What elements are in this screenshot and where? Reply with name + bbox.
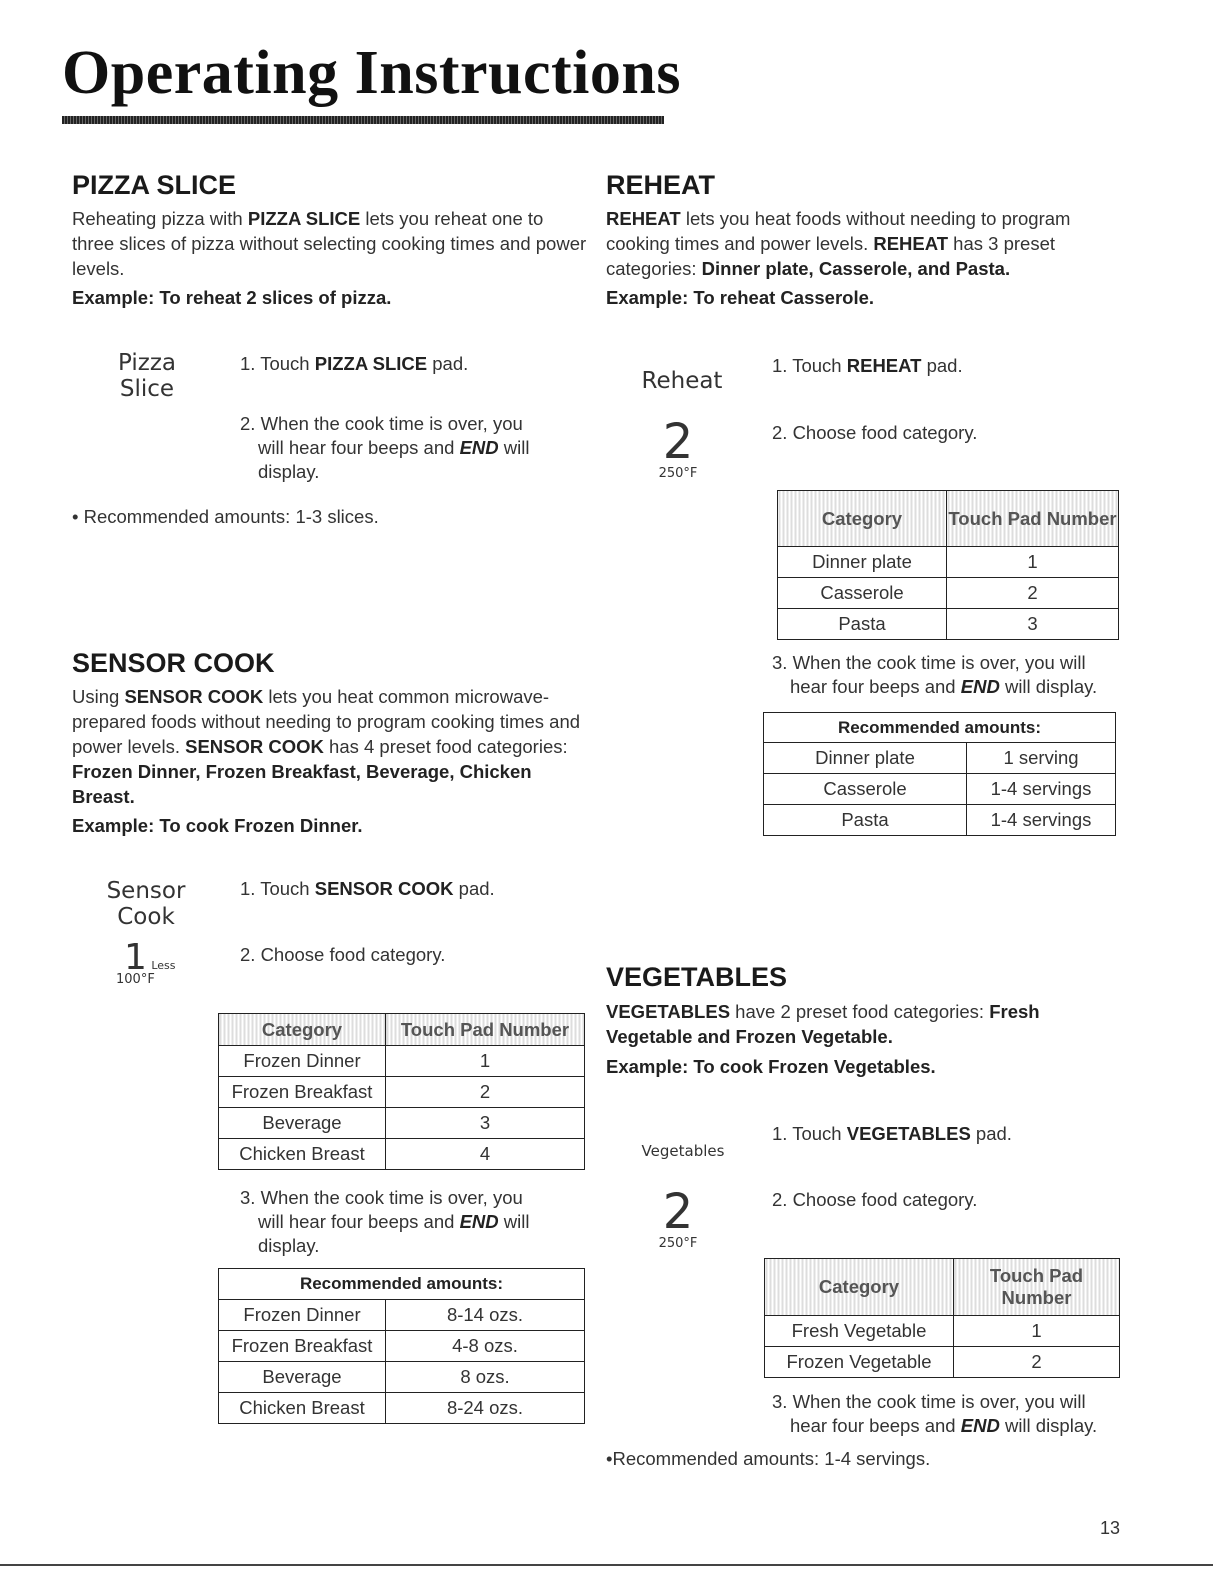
reheat-display-number: 2 [662,414,694,470]
sensor-intro: Using SENSOR COOK lets you heat common microwave-prepared foods without needing to program cooking times and power levels. SENSOR COOK has 4 preset food categories: Frozen Dinner, Frozen Breakfast, Beverage, Chicken Breast. [72,686,581,807]
table-header: Recommended amounts: [219,1269,585,1300]
table-row: Chicken Breast 8-24 ozs. [219,1393,585,1424]
table-row: Frozen Vegetable 2 [765,1347,1120,1378]
veg-step-3: 3. When the cook time is over, you will hear four beeps and END will display. [772,1391,1098,1436]
pizza-step-2: 2. When the cook time is over, you will hear four beeps and END will display. [240,413,530,482]
pizza-intro: Reheating pizza with PIZZA SLICE lets you reheat one to three slices of pizza without selecting cooking times and power levels. [72,208,587,279]
table-header: Category [765,1259,954,1316]
bottom-rule [0,1564,1213,1566]
table-row: Beverage 8 ozs. [219,1362,585,1393]
veg-recommended: •Recommended amounts: 1-4 servings. [606,1448,931,1469]
sensor-display-temp: 100°F [116,972,155,987]
sensor-step-2: 2. Choose food category. [240,944,446,965]
reheat-heading: REHEAT [606,170,716,200]
table-row: Frozen Breakfast 4-8 ozs. [219,1331,585,1362]
veg-step-1: 1. Touch VEGETABLES pad. [772,1123,1012,1144]
table-row: Beverage 3 [219,1108,585,1139]
sensor-display [116,937,194,987]
pizza-pad-line2: Slice [119,376,175,402]
page-number: 13 [1100,1518,1121,1538]
reheat-intro: REHEAT lets you heat foods without needing to program cooking times and power levels. REHEAT has 3 preset categories: Dinner plate, Casserole, and Pasta. [606,208,1071,279]
table-header: Recommended amounts: [764,713,1116,743]
pizza-slice-pad[interactable] [112,350,182,402]
sensor-step-1: 1. Touch SENSOR COOK pad. [240,878,495,899]
table-header: Touch Pad Number [386,1014,585,1046]
table-row: Pasta 1-4 servings [764,805,1116,836]
veg-heading: VEGETABLES [606,962,788,992]
reheat-display-temp: 250°F [658,466,698,481]
sensor-recommended-table [218,1268,585,1424]
sensor-category-table [218,1013,585,1170]
veg-example: Example: To cook Frozen Vegetables. [606,1056,936,1077]
table-row: Dinner plate 1 [778,547,1119,578]
table-header: Category [778,491,947,547]
title-underline [62,116,664,124]
pizza-heading: PIZZA SLICE [72,170,237,200]
page-title: Operating Instructions [62,39,681,107]
sensor-display-less: Less [151,959,176,972]
table-row: Frozen Dinner 8-14 ozs. [219,1300,585,1331]
pizza-example: Example: To reheat 2 slices of pizza. [72,287,392,308]
veg-intro: VEGETABLES have 2 preset food categories: Fresh Vegetable and Frozen Vegetable. [606,1001,1040,1047]
sensor-display-number: 1 [124,937,147,978]
table-row: Casserole 1-4 servings [764,774,1116,805]
veg-display-temp: 250°F [658,1236,698,1251]
veg-step-2: 2. Choose food category. [772,1189,978,1210]
veg-display [648,1184,708,1251]
table-row: Fresh Vegetable 1 [765,1316,1120,1347]
reheat-display [648,414,708,481]
sensor-pad-line1: Sensor [106,878,186,904]
reheat-example: Example: To reheat Casserole. [606,287,875,308]
table-header: Touch Pad Number [947,491,1119,547]
table-row: Pasta 3 [778,609,1119,640]
table-row: Casserole 2 [778,578,1119,609]
reheat-step-2: 2. Choose food category. [772,422,978,443]
pizza-pad-line1: Pizza [118,350,176,376]
reheat-step-3: 3. When the cook time is over, you will hear four beeps and END will display. [772,652,1098,697]
pizza-step-1: 1. Touch PIZZA SLICE pad. [240,353,469,374]
reheat-step-1: 1. Touch REHEAT pad. [772,355,963,376]
table-row: Chicken Breast 4 [219,1139,585,1170]
table-header: Category [219,1014,386,1046]
table-row: Dinner plate 1 serving [764,743,1116,774]
reheat-recommended-table [763,712,1116,836]
sensor-cook-pad[interactable] [104,878,188,930]
sensor-pad-line2: Cook [117,904,175,930]
reheat-pad[interactable]: Reheat [641,368,723,394]
sensor-heading: SENSOR COOK [72,648,275,678]
table-header: Touch Pad Number [954,1259,1120,1316]
reheat-category-table [777,490,1119,640]
table-row: Frozen Dinner 1 [219,1046,585,1077]
table-row: Frozen Breakfast 2 [219,1077,585,1108]
veg-display-number: 2 [662,1184,694,1240]
sensor-step-3: 3. When the cook time is over, you will hear four beeps and END will display. [240,1187,530,1256]
veg-category-table [764,1258,1120,1378]
pizza-recommended: • Recommended amounts: 1-3 slices. [72,506,379,527]
vegetables-pad[interactable]: Vegetables [641,1142,725,1160]
sensor-example: Example: To cook Frozen Dinner. [72,815,363,836]
